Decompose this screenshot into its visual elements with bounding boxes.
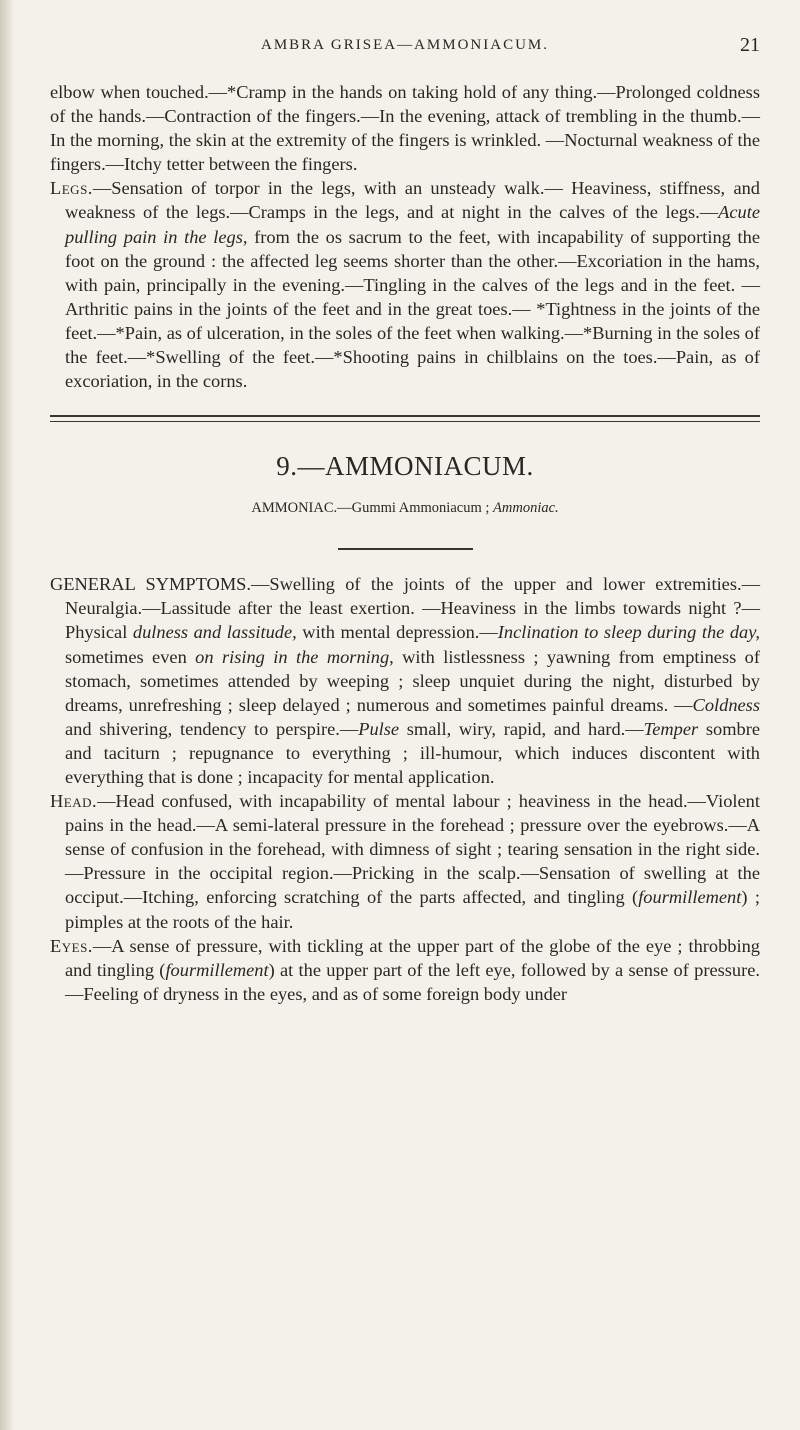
short-rule [338, 548, 473, 550]
eyes-label: Eyes. [50, 935, 93, 956]
hands-paragraph: elbow when touched.—*Cramp in the hands on taking hold of any thing.—Prolonged coldness of the hands.—Contraction of the fingers.—In the evening, attack of trembling in the thumb.—In the morning, the skin at the extremity of the fingers is wrinkled. —Nocturnal weakness of the fingers.—Itchy tetter between the fingers. [50, 82, 760, 175]
section-divider [50, 415, 760, 422]
running-head [50, 30, 760, 60]
chapter-subtitle: AMMONIAC.—Gummi Ammoniacum ; Ammoniac. [251, 500, 559, 517]
ammoniacum-symptoms [50, 572, 760, 1006]
chapter-title: 9.—AMMONIACUM. [276, 451, 534, 482]
head-label: Head. [50, 791, 98, 812]
running-title: AMBRA GRISEA—AMMONIACUM. [260, 37, 550, 53]
general-symptoms-paragraph: GENERAL SYMPTOMS.—Swelling of the joints of the upper and lower extremities.—Neuralgia.—Lassitude after the least exertion. —Heaviness in the limbs towards night ?—Physical dulness and lassitude, with mental depression.—Inclination to sleep during the day, sometimes even on rising in the morning, with listlessness ; yawning from emptiness of stomach, sometimes attended by weeping ; sleep unquiet during the night, disturbed by dreams, unrefreshing ; sleep delayed ; numerous and sometimes painful dreams. —Coldness and shivering, tendency to perspire.—Pulse small, wiry, rapid, and hard.—Temper sombre and taciturn ; repugnance to everything ; ill-humour, which induces discontent with everything that is done ; incapacity for mental application. [50, 574, 760, 787]
page-number: 21 [740, 34, 760, 56]
head-paragraph: Head.—Head confused, with incapability of mental labour ; heaviness in the head.—Violent pains in the head.—A semi-lateral pressure in the forehead ; pressure over the eyebrows.—A sense of confusion in the forehead, with dimness of sight ; tearing sensation in the right side.—Pressure in the occipital region.—Pricking in the scalp.—Sensation of swelling at the occiput.—Itching, enforcing scratching of the parts affected, and tingling (fourmillement) ; pimples at the roots of the hair. [50, 791, 760, 932]
general-symptoms-label: GENERAL SYMPTOMS. [50, 574, 251, 595]
legs-paragraph: Legs.—Sensation of torpor in the legs, with an unsteady walk.— Heaviness, stiffness, and weakness of the legs.—Cramps in the legs, and at night in the calves of the legs.—Acute pulling pain in the legs, from the os sacrum to the feet, with incapability of supporting the foot on the ground : the affected leg seems shorter than the other.—Excoriation in the hams, with pain, principally in the evening.—Tingling in the calves of the legs and in the feet. —Arthritic pains in the joints of the feet and in the great toes.— *Tightness in the joints of the feet.—*Pain, as of ulceration, in the soles of the feet when walking.—*Burning in the soles of the feet.—*Swelling of the feet.—*Shooting pains in chilblains on the toes.—Pain, as of excoriation, in the corns. [50, 178, 760, 392]
ambra-continuation [50, 80, 760, 393]
legs-label: Legs. [50, 178, 93, 199]
eyes-paragraph: Eyes.—A sense of pressure, with tickling at the upper part of the globe of the eye ; throbbing and tingling (fourmillement) at the upper part of the left eye, followed by a sense of pressure.—Feeling of dryness in the eyes, and as of some foreign body under [50, 935, 760, 1004]
